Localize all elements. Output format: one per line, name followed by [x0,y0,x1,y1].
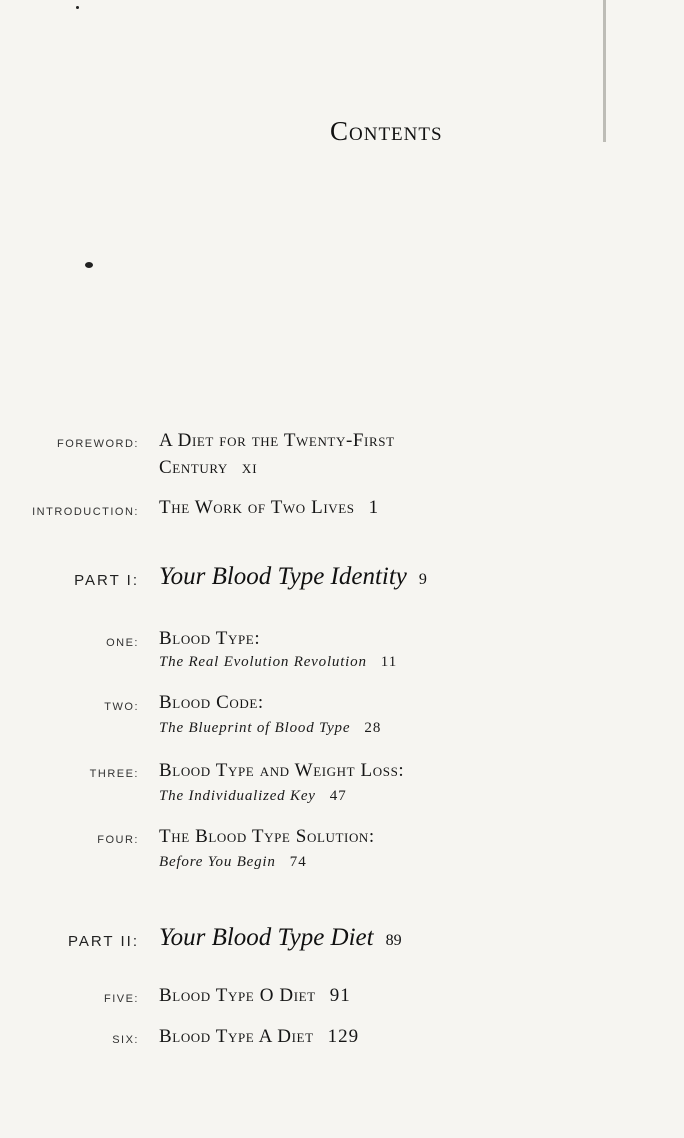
page-number: 74 [289,854,307,870]
entry-title: Blood Type: [159,628,261,649]
page-edge [603,0,606,142]
entry-title: The Blood Type Solution: [159,826,375,847]
entry-title: Blood Type O Diet 91 [159,985,351,1006]
page-number: 129 [327,1026,360,1047]
entry-label: FOUR: [97,834,139,846]
entry-label: INTRODUCTION: [32,506,139,518]
page-number: xi [241,457,258,478]
entry-label: THREE: [89,768,139,780]
page-number: 28 [364,720,382,736]
page-number: 89 [385,932,402,949]
entry-title-continued: Century xi [159,457,258,478]
entry-label: FOREWORD: [57,438,139,450]
entry-label: SIX: [112,1034,139,1046]
entry-subtitle: The Real Evolution Revolution 11 [159,654,398,670]
entry-title: Blood Type and Weight Loss: [159,760,405,781]
entry-label: ONE: [106,637,139,649]
entry-title: Blood Type A Diet 129 [159,1026,360,1047]
entry-label: TWO: [104,701,139,713]
entry-subtitle: The Individualized Key 47 [159,788,347,804]
part-title: Your Blood Type Identity 9 [159,563,427,590]
page-number: 11 [380,654,398,670]
page-number: 9 [418,571,427,588]
page-number: 91 [329,985,351,1006]
part-title: Your Blood Type Diet 89 [159,924,402,951]
page-number: 47 [329,788,347,804]
entry-title: Blood Code: [159,692,264,713]
entry-label: FIVE: [103,993,139,1005]
entry-title: The Work of Two Lives 1 [159,497,380,518]
ink-speck [85,262,93,268]
entry-subtitle: Before You Begin 74 [159,854,307,870]
part-label: PART I: [74,572,139,589]
page-number: 1 [368,497,380,518]
page-title: Contents [330,116,443,146]
ink-speck [76,6,79,9]
entry-subtitle: The Blueprint of Blood Type 28 [159,720,382,736]
part-label: PART II: [67,933,139,950]
entry-title: A Diet for the Twenty-First [159,430,395,451]
